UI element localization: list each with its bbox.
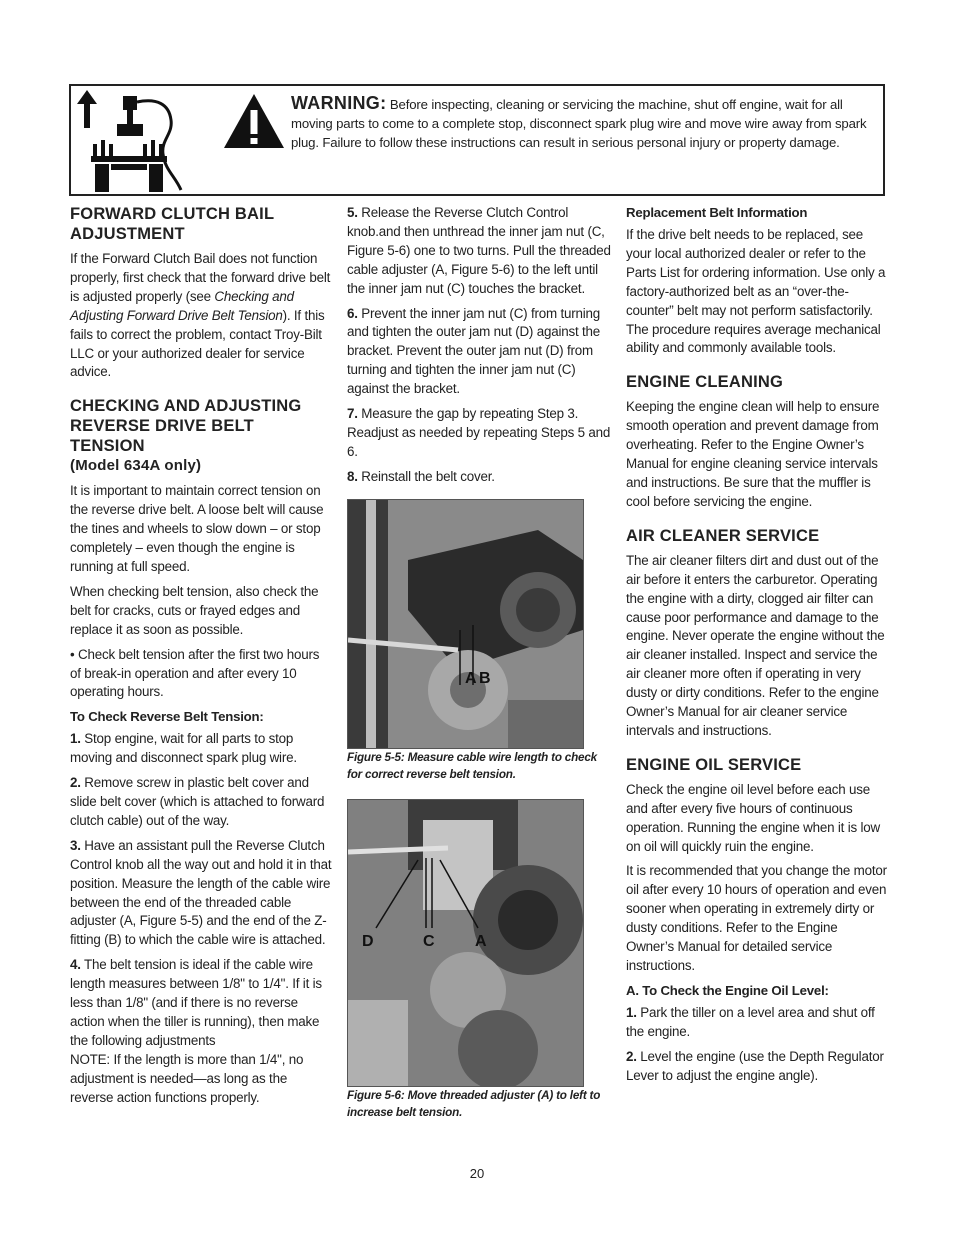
para-engine-cleaning: Keeping the engine clean will help to ensure smooth operation and prevent damage from overheating. Refer to the Engine Owner’s Manual for engine cleaning service intervals and instructions. Be sure that the muffler is cool before servicing the engine.: [626, 399, 880, 509]
heading-check-oil-level: A. To Check the Engine Oil Level:: [626, 982, 829, 998]
step-text: Park the tiller on a level area and shut off the engine.: [626, 1004, 875, 1039]
heading-engine-oil: ENGINE OIL SERVICE: [626, 755, 802, 774]
step-number: 1.: [70, 731, 81, 747]
step-number: 8.: [347, 468, 358, 484]
step-6: [347, 305, 612, 400]
para-forward-clutch: [70, 250, 332, 382]
heading-engine-cleaning: ENGINE CLEANING: [626, 373, 784, 392]
figure-5-6-photo: [347, 799, 584, 1087]
step-1: [70, 730, 332, 768]
step-number: 3.: [70, 837, 81, 853]
step-text: Reinstall the belt cover.: [357, 468, 495, 484]
cross-reference: Checking and Adjusting Forward Drive Belt Tension: [70, 288, 294, 323]
step-text: Level the engine (use the Depth Regulator Lever to adjust the engine angle).: [626, 1048, 884, 1083]
warning-text: [291, 94, 881, 152]
heading-air-cleaner: AIR CLEANER SERVICE: [626, 526, 820, 545]
step-8: [347, 468, 612, 487]
warning-box: [69, 84, 885, 196]
heading-to-check: To Check Reverse Belt Tension:: [70, 709, 264, 725]
para-oil-2: It is recommended that you change the motor oil after every 10 hours of operation and even sooner when operating in extremely dirty or dusty conditions. Refer to the Engine Owner’s Manual for detailed service instructions.: [626, 863, 887, 973]
para-forward-clutch-b: ). If this fails to correct the problem, contact Troy-Bilt LLC or your authorized dealer for service advice.: [70, 307, 325, 380]
step-number: 5.: [347, 205, 358, 220]
step-text: Release the Reverse Clutch Control knob.and then unthread the inner jam nut (C, Figure 5-6) one to two turns. Pull the threaded cable adjuster (A, Figure 5-6) to the left until the inner jam nut (C) touches the bracket.: [347, 205, 611, 296]
step-text: Stop engine, wait for all parts to stop moving and disconnect spark plug wire.: [70, 731, 297, 766]
step-text: Measure the gap by repeating Step 3. Readjust as needed by repeating Steps 5 and 6.: [347, 406, 611, 459]
label-a: A: [465, 669, 477, 687]
note: NOTE: If the length is more than 1/4", no adjustment is needed—as long as the reverse action functions properly.: [70, 1051, 304, 1105]
step-text: Remove screw in plastic belt cover and slide belt cover (which is attached to forward clutch cable) out of the way.: [70, 775, 325, 828]
step-4: [70, 956, 332, 1051]
para-important: It is important to maintain correct tension on the reverse drive belt. A loose belt will cause the tines and wheels to slow down – or stop completely – even though the engine is running at full speed.: [70, 483, 324, 574]
figure-5-5-photo: [347, 499, 584, 749]
step-number: 6.: [347, 305, 358, 321]
warning-body: Before inspecting, cleaning or servicing the machine, shut off engine, wait for all moving parts to come to a complete stop, disconnect spark plug wire and move wire away from spark plug. Failure to follow these instructions can result in serious personal injury or property damage.: [291, 97, 867, 150]
step-3: [70, 837, 332, 950]
bullet-check-tension: • Check belt tension after the first two hours of break-in operation and after every 10 operating hours.: [70, 646, 320, 700]
step-number: 4.: [70, 957, 81, 973]
label-a: A: [475, 932, 487, 950]
step-number: 1.: [626, 1004, 637, 1020]
step-text: Have an assistant pull the Reverse Clutch Control knob all the way out and hold it in that position. Measure the length of the cable wire between the end of the threaded cable adjuster (A, Figure 5-5) and the end of the Z-fitting (B) to which the cable wire is attached.: [70, 837, 332, 948]
heading-checking-title: CHECKING AND ADJUSTING REVERSE DRIVE BELT TENSION: [70, 397, 302, 456]
para-replacement-belt: If the drive belt needs to be replaced, see your local authorized dealer or refer to the Parts List for ordering information. Use only a factory-authorized belt as an “over-the-counter” belt may not perform satisfactorily. The procedure requires average mechanical ability and commonly available tools.: [626, 227, 886, 356]
heading-forward-clutch: FORWARD CLUTCH BAIL ADJUSTMENT: [70, 205, 274, 243]
heading-model-note: (Model 634A only): [70, 457, 202, 475]
step-number: 2.: [70, 775, 81, 791]
heading-checking-reverse: [70, 396, 332, 476]
label-b: B: [479, 669, 491, 687]
column-left: [70, 204, 332, 1114]
para-oil-1: Check the engine oil level before each use and after every five hours of continuous operation. Running the engine when it is low on oil will quickly ruin the engine.: [626, 781, 880, 854]
warning-label: WARNING:: [291, 93, 387, 113]
spark-plug-disconnect-icon: [77, 90, 191, 192]
step-number: 7.: [347, 406, 358, 422]
step-number: 2.: [626, 1048, 637, 1064]
oil-step-1: [626, 1004, 888, 1042]
para-forward-clutch-a: If the Forward Clutch Bail does not function properly, first check that the forward drive belt is adjusted properly (see: [70, 251, 331, 304]
warning-triangle-icon: [222, 92, 286, 150]
label-d: D: [362, 932, 374, 950]
oil-step-2: [626, 1048, 888, 1086]
para-air-cleaner: The air cleaner filters dirt and dust out of the air before it enters the carburetor. Operating the engine with a dirty, clogged air filter can cause poor performance and damage to the engine. Never operate the engine without the air cleaner installed. Inspect and service the air cleaner more often if operating in very dusty or dirty conditions. Refer to the engine Owner’s Manual for air cleaner service intervals and instructions.: [626, 552, 885, 738]
page-number: 20: [469, 1166, 485, 1181]
step-text: The belt tension is ideal if the cable wire length measures between 1/8" to 1/4". If it is less than 1/8" (and if there is no reverse action when the tiller is running), then make the following adjustments: [70, 957, 322, 1048]
para-when-checking: When checking belt tension, also check the belt for cracks, cuts or frayed edges and replace it as soon as possible.: [70, 583, 319, 637]
column-middle: [347, 204, 612, 1127]
label-c: C: [423, 932, 435, 950]
step-text: Prevent the inner jam nut (C) from turning and tighten the outer jam nut (D) against the bracket. Prevent the outer jam nut (D) from turning and tighten the inner jam nut (C) against the bracket.: [347, 305, 601, 397]
heading-replacement-belt: Replacement Belt Information: [626, 205, 808, 220]
step-2: [70, 774, 332, 831]
figure-5-6-caption: Figure 5-6: Move threaded adjuster (A) to left to increase belt tension.: [347, 1088, 601, 1119]
column-right: [626, 204, 888, 1092]
step-5: [347, 204, 612, 299]
step-7: [347, 405, 612, 462]
figure-5-5-caption: Figure 5-5: Measure cable wire length to check for correct reverse belt tension.: [347, 750, 597, 781]
